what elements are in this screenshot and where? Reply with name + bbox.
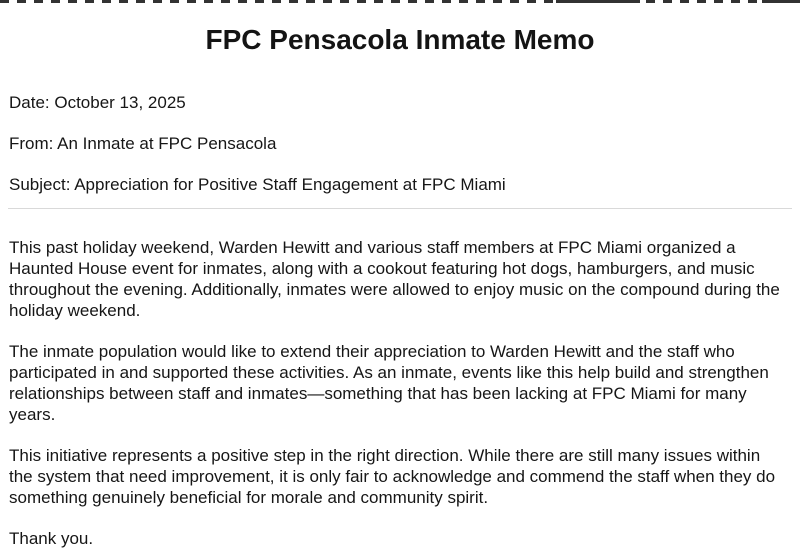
text-line: The inmate population would like to extend their appreciation to Warden Hewitt and the staff who bbox=[9, 342, 735, 361]
text-line: throughout the evening. Additionally, inmates were allowed to enjoy music on the compound during the bbox=[9, 280, 780, 299]
text-line: participated in and supported these activities. As an inmate, events like this help build and strengthen bbox=[9, 363, 769, 382]
memo-from-line: From: An Inmate at FPC Pensacola bbox=[9, 134, 277, 153]
memo-paragraph-2 bbox=[9, 341, 795, 425]
text-line: relationships between staff and inmates—something that has been lacking at FPC Miami for many bbox=[9, 384, 747, 403]
cropped-text-top-edge bbox=[0, 0, 800, 3]
memo-header-block bbox=[0, 92, 800, 195]
memo-paragraph-1 bbox=[9, 237, 795, 321]
memo-subject-line: Subject: Appreciation for Positive Staff Engagement at FPC Miami bbox=[9, 175, 506, 194]
memo-title: FPC Pensacola Inmate Memo bbox=[205, 24, 595, 55]
memo-body bbox=[0, 237, 800, 508]
cropped-text-segment bbox=[556, 0, 640, 3]
text-line: the system that need improvement, it is only fair to acknowledge and commend the staff when they do bbox=[9, 467, 776, 486]
memo-paragraph-3 bbox=[9, 445, 795, 508]
header-divider bbox=[8, 208, 792, 209]
text-line: holiday weekend. bbox=[9, 301, 141, 320]
cropped-text-segment bbox=[762, 0, 800, 3]
memo-closing: Thank you. bbox=[9, 529, 94, 548]
text-line: something genuinely beneficial for morale and community spirit. bbox=[9, 488, 489, 507]
text-line: years. bbox=[9, 405, 56, 424]
memo-date-line: Date: October 13, 2025 bbox=[9, 93, 186, 112]
text-line: Haunted House event for inmates, along with a cookout featuring hot dogs, hamburgers, and music bbox=[9, 259, 755, 278]
text-line: This initiative represents a positive step in the right direction. While there are still many issues within bbox=[9, 446, 761, 465]
text-line: This past holiday weekend, Warden Hewitt and various staff members at FPC Miami organized a bbox=[9, 238, 736, 257]
